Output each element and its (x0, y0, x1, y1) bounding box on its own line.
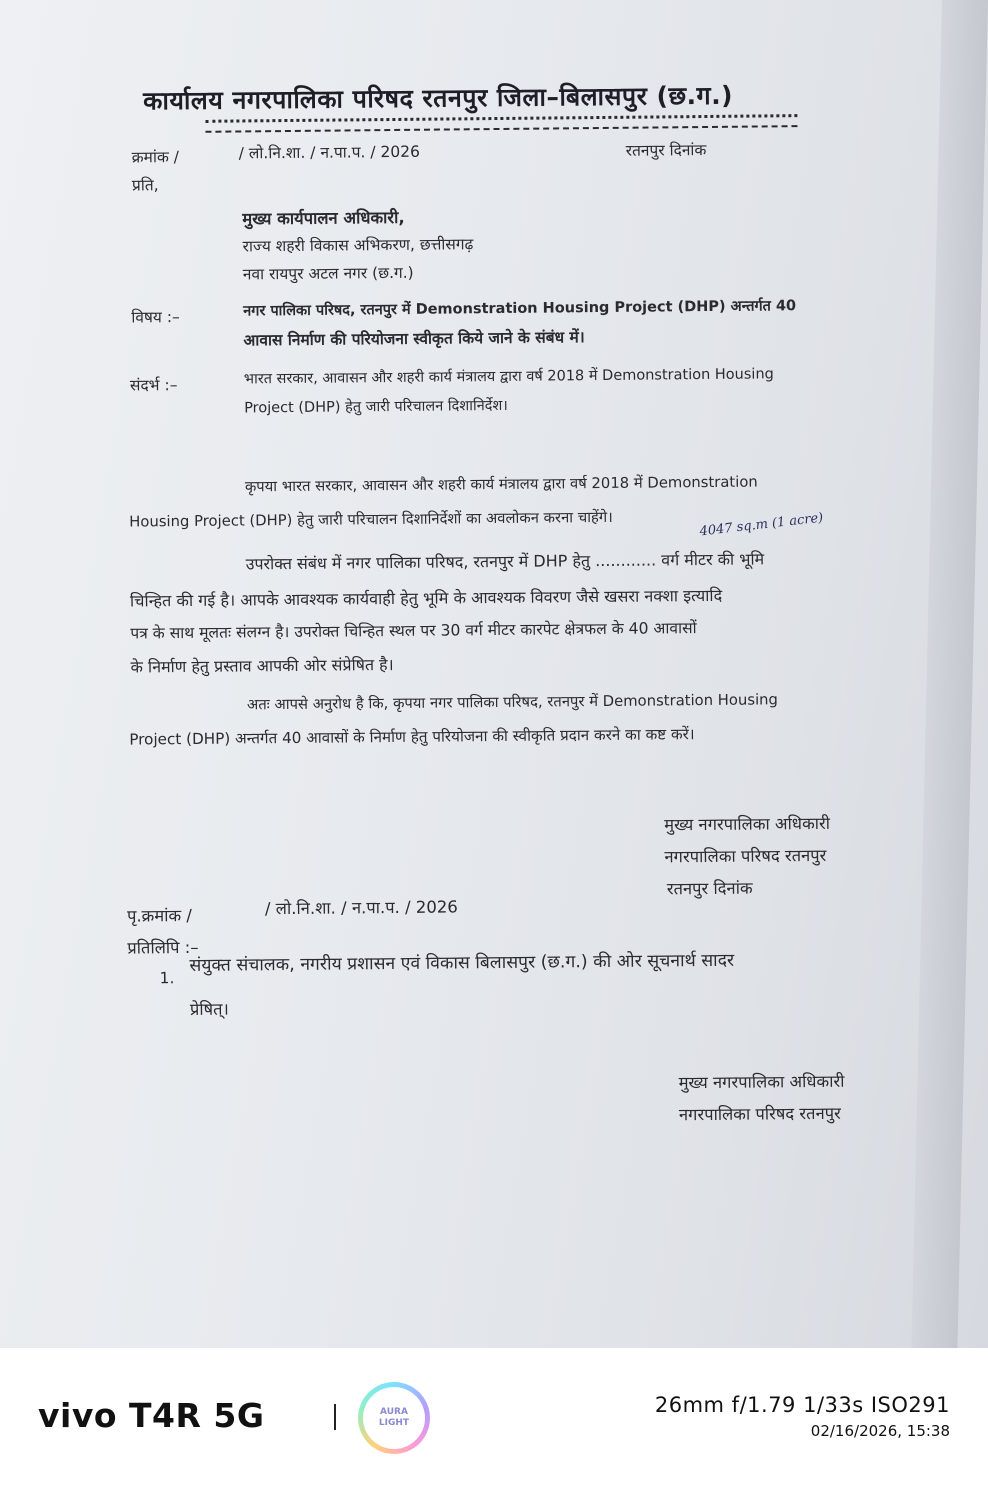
signature1-designation: मुख्य नगरपालिका अधिकारी (664, 813, 831, 835)
reference-line1: भारत सरकार, आवासन और शहरी कार्य मंत्रालय द्वारा वर्ष 2018 में Demonstration Housing (243, 366, 774, 388)
copy-item-number: 1. (159, 969, 175, 988)
reference-label: संदर्भ :– (129, 376, 178, 395)
recipient-line2: राज्य शहरी विकास अभिकरण, छत्तीसगढ़ (242, 235, 474, 256)
aura-label-bottom: LIGHT (378, 1418, 410, 1428)
copy-label: प्रतिलिपि :– (127, 937, 199, 958)
para3-line1: अतः आपसे अनुरोध है कि, कृपया नगर पालिका परिषद, रतनपुर में Demonstration Housing (246, 691, 779, 714)
ref-label: क्रमांक / (131, 148, 180, 167)
subject-line1: नगर पालिका परिषद, रतनपुर में Demonstration Housing Project (DHP) अन्तर्गत 40 (243, 298, 797, 320)
handwritten-area-note: 4047 sq.m (1 acre) (698, 510, 825, 540)
photo-timestamp: 02/16/2026, 15:38 (810, 1422, 950, 1440)
signature2-office: नगरपालिका परिषद रतनपुर (678, 1103, 841, 1125)
aura-label-top: AURA (380, 1407, 408, 1417)
copy-item-line2: प्रेषित्। (189, 999, 229, 1019)
place-date: रतनपुर दिनांक (625, 140, 707, 160)
signature1-office: नगरपालिका परिषद रतनपुर (664, 845, 827, 867)
para1-line1: कृपया भारत सरकार, आवासन और शहरी कार्य मंत्रालय द्वारा वर्ष 2018 में Demonstration (244, 473, 758, 496)
para2-line1: उपरोक्त संबंध में नगर पालिका परिषद, रतनपुर में DHP हेतु ............ वर्ग मीटर की भूमि (245, 549, 765, 574)
letter-title: कार्यालय नगरपालिका परिषद रतनपुर जिला–बिलासपुर (छ.ग.) (143, 80, 734, 116)
reference-line2: Project (DHP) हेतु जारी परिचालन दिशानिर्देश। (244, 397, 508, 417)
copy-item-line1: संयुक्त संचालक, नगरीय प्रशासन एवं विकास बिलासपुर (छ.ग.) की ओर सूचनार्थ सादर (189, 950, 735, 976)
para2-line2: चिन्हित की गई है। आपके आवश्यक कार्यवाही हेतु भूमि के आवश्यक विवरण जैसे खसरा नक्शा इत्यादि (129, 585, 723, 611)
para2-line4: के निर्माण हेतु प्रस्ताव आपकी ओर संप्रेषित है। (130, 655, 394, 677)
para1-line2: Housing Project (DHP) हेतु जारी परिचालन दिशानिर्देशों का अवलोकन करना चाहेंगे। (129, 508, 613, 531)
subject-label: विषय :– (131, 308, 180, 327)
aura-light-badge-icon (358, 1382, 430, 1454)
signature2-designation: मुख्य नगरपालिका अधिकारी (678, 1071, 845, 1093)
para3-line2: Project (DHP) अन्तर्गत 40 आवासों के निर्माण हेतु परियोजना की स्वीकृति प्रदान करने का कष्ट करें। (129, 725, 695, 749)
title-underline-divider (205, 114, 797, 133)
phone-brand-logo: vivo T4R 5G (38, 1396, 265, 1435)
camera-settings: 26mm f/1.79 1/33s ISO291 (654, 1393, 950, 1417)
recipient-line1: मुख्य कार्यपालन अधिकारी, (242, 207, 405, 229)
prati-label: प्रति, (131, 176, 159, 195)
para2-line3: पत्र के साथ मूलतः संलग्न है। उपरोक्त चिन्हित स्थल पर 30 वर्ग मीटर कारपेट क्षेत्रफल के 40 आवासों (130, 619, 697, 643)
recipient-line3: नवा रायपुर अटल नगर (छ.ग.) (242, 263, 414, 284)
subject-line2: आवास निर्माण की परियोजना स्वीकृत किये जाने के संबंध में। (243, 328, 585, 350)
watermark-divider (334, 1404, 336, 1430)
signature1-date: रतनपुर दिनांक (666, 878, 753, 899)
copy-ref-value: / लो.नि.शा. / न.पा.प. / 2026 (264, 897, 458, 919)
ref-value: / लो.नि.शा. / न.पा.प. / 2026 (238, 142, 421, 163)
copy-ref-label: पृ.क्रमांक / (126, 905, 193, 926)
